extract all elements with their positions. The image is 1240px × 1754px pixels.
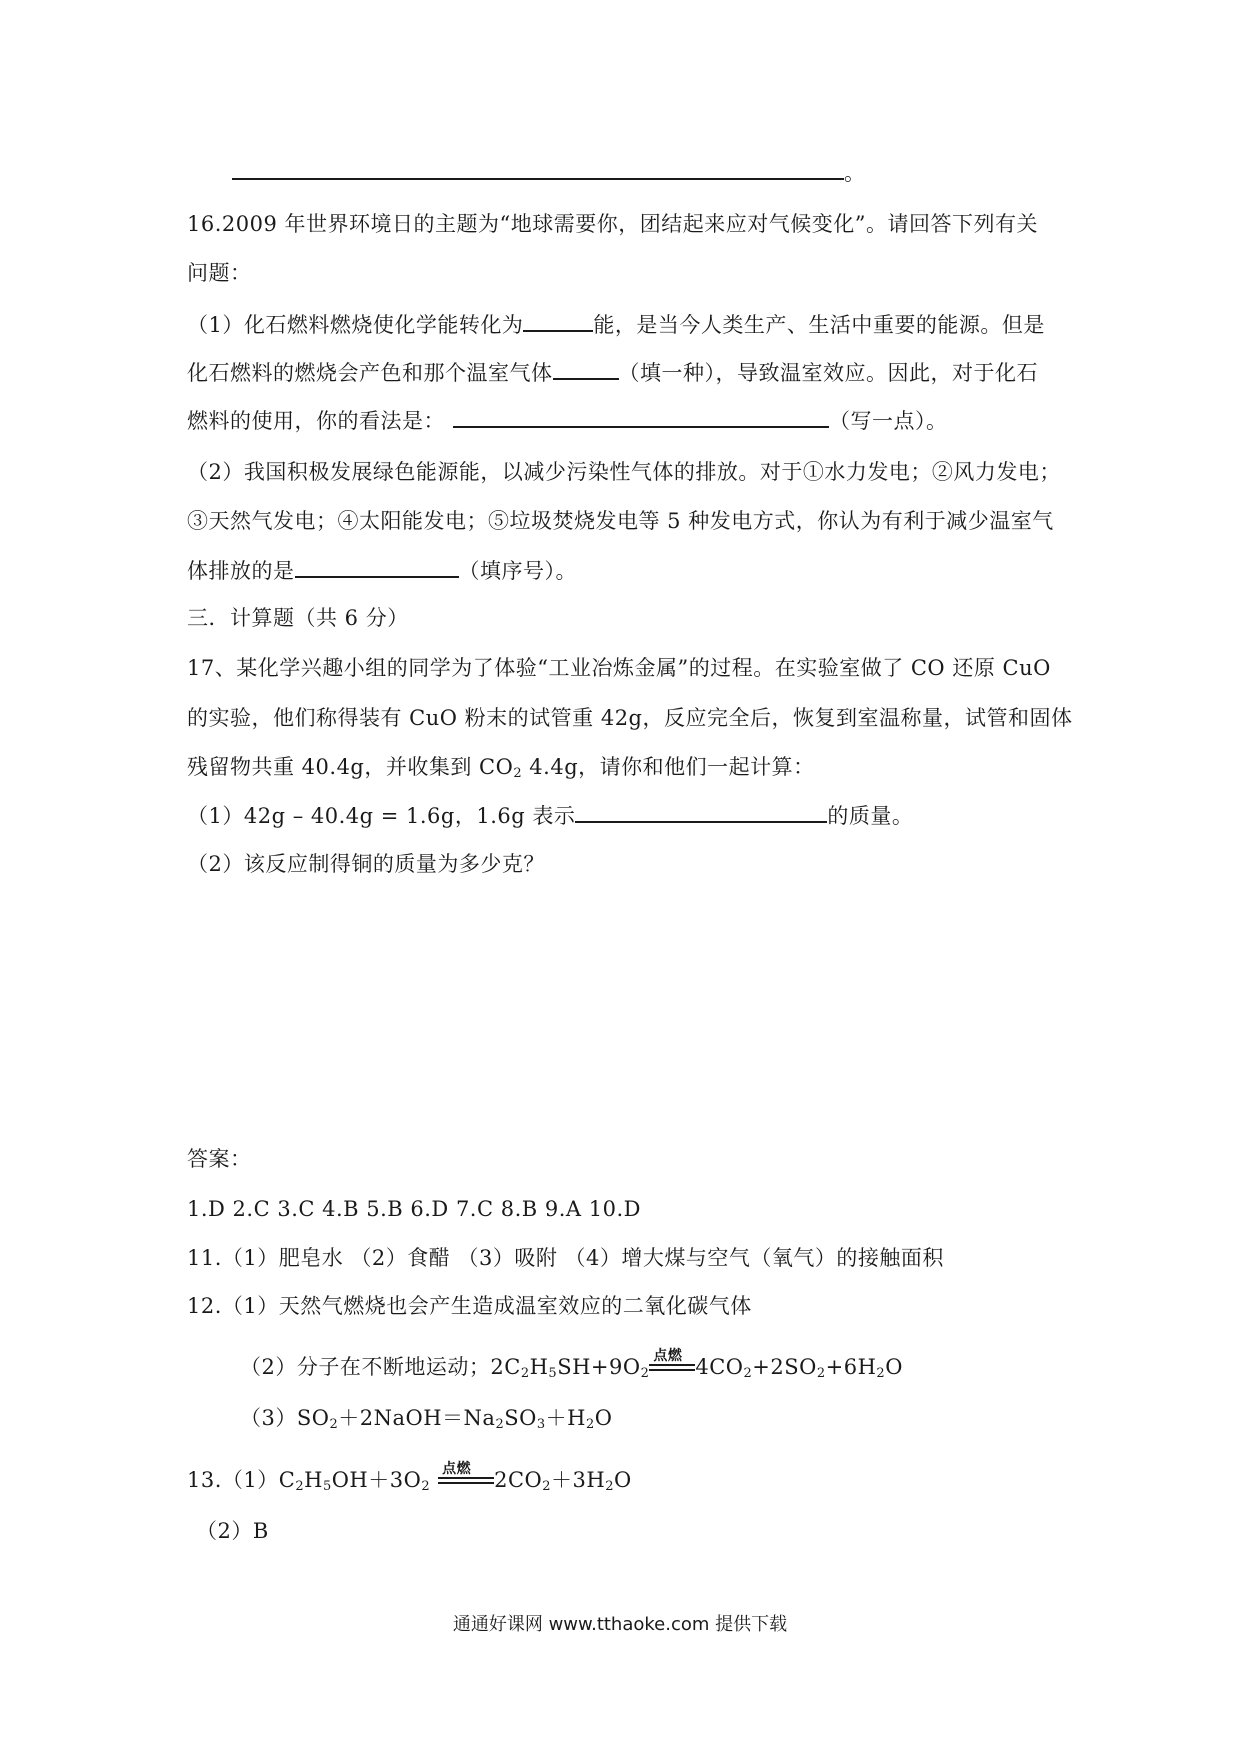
blank: [553, 358, 619, 380]
q16-part2-line1: （2）我国积极发展绿色能源能，以减少污染性气体的排放。对于①水力发电；②风力发电；: [187, 460, 1061, 484]
q16-line1: 16.2009 年世界环境日的主题为“地球需要你，团结起来应对气候变化”。请回答下列有关: [187, 212, 1038, 236]
equation: $2C_2H_5SH+9O_2$: [490, 1355, 650, 1381]
text: 残留物共重 40.4g，并收集到 CO: [187, 755, 514, 779]
section-heading: 三．计算题（共 6 分）: [187, 606, 409, 630]
q16-line2: 问题：: [187, 261, 252, 285]
q16-part2-line3: [187, 556, 577, 585]
answers-heading: 答案：: [187, 1147, 252, 1171]
equation-products: $4CO_2+2SO_2+6H_2O$: [695, 1355, 903, 1381]
blank: [232, 158, 844, 180]
text: （填一种），导致温室效应。因此，对于化石: [618, 361, 1038, 385]
reaction-condition: 点燃: [649, 1354, 695, 1374]
text: （1）42g – 40.4g = 1.6g，1.6g 表示: [187, 804, 576, 828]
reaction-condition: 点燃: [438, 1467, 494, 1487]
blank: [295, 556, 459, 578]
q16-part1-line3: [187, 406, 948, 435]
text: 燃料的使用，你的看法是：: [187, 409, 445, 433]
blank: [575, 801, 827, 823]
subscript: 2: [513, 766, 523, 781]
answers-mc: 1.D 2.C 3.C 4.B 5.B 6.D 7.C 8.B 9.A 10.D: [187, 1197, 641, 1221]
q16-part1-line2: [187, 358, 1038, 387]
answer-12-3: $(3)SO_2+2NaOH=Na_2SO_3+H_2O$: [240, 1406, 613, 1432]
text: 的质量。: [827, 804, 914, 828]
text: 体排放的是: [187, 559, 295, 583]
answer-11: 11.（1）肥皂水 （2）食醋 （3）吸附 （4）增大煤与空气（氧气）的接触面积: [187, 1246, 944, 1270]
text: （填序号）。: [458, 559, 577, 583]
blank: [453, 406, 829, 428]
answer-12-1: 12.（1）天然气燃烧也会产生造成温室效应的二氧化碳气体: [187, 1294, 752, 1318]
text: （1）化石燃料燃烧使化学能转化为: [187, 313, 524, 337]
text: （2）分子在不断地运动；: [240, 1355, 491, 1379]
page-footer: 通通好课网 www.tthaoke.com 提供下载: [452, 1614, 788, 1635]
q17-part1: [187, 801, 913, 830]
answer-13-1: $13.(1)C_2H_5OH+3O_2$ 点燃 $2CO_2+3H_2O$: [187, 1461, 632, 1494]
answer-12-2: [240, 1348, 903, 1381]
text: 能，是当今人类生产、生活中重要的能源。但是: [593, 313, 1045, 337]
answer-line-top: [232, 158, 866, 187]
answer-13-2: （2）B: [196, 1519, 269, 1543]
q17-line3: [187, 753, 815, 781]
q16-part2-line2: ③天然气发电；④太阳能发电；⑤垃圾焚烧发电等 5 种发电方式，你认为有利于减少温室气: [187, 509, 1054, 533]
blank: [523, 310, 593, 332]
q17-line1: 17、某化学兴趣小组的同学为了体验“工业冶炼金属”的过程。在实验室做了 CO 还原 CuO: [187, 656, 1051, 680]
q17-part2: （2）该反应制得铜的质量为多少克？: [187, 852, 545, 876]
q16-part1-line1: [187, 310, 1045, 339]
text: 4.4g，请你和他们一起计算：: [522, 755, 815, 779]
text: （写一点）。: [829, 409, 948, 433]
q17-line2: 的实验，他们称得装有 CuO 粉末的试管重 42g，反应完全后，恢复到室温称量，试管和固体: [187, 706, 1073, 730]
period: 。: [844, 161, 866, 185]
text: 化石燃料的燃烧会产色和那个温室气体: [187, 361, 553, 385]
